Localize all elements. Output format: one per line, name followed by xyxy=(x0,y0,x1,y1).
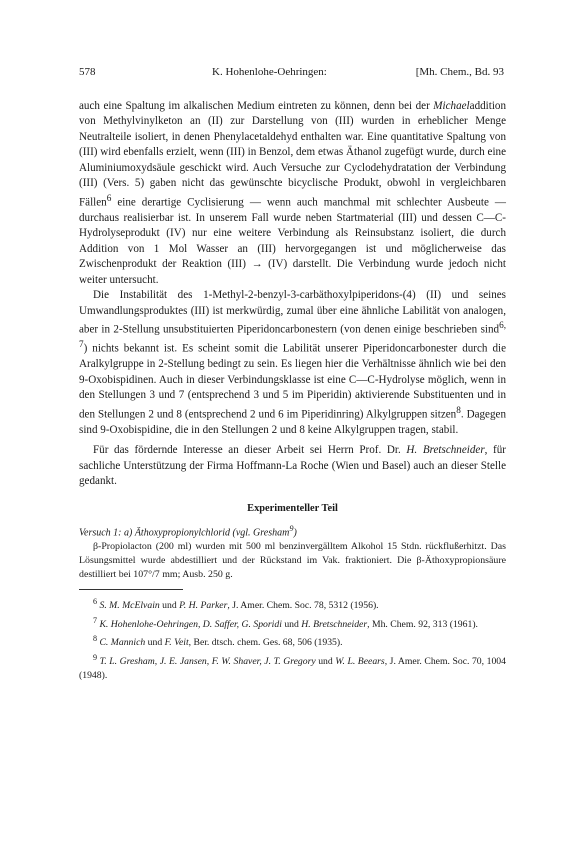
footnote xyxy=(79,632,506,650)
footnote xyxy=(79,614,506,632)
text-run: ) nichts bekannt ist. Es scheint somit die Labilität unserer Piperidoncarbonester durch die Aralkylgruppe in 2-Stellung bedingt zu sein. Es liegen hier die Verhältnisse ähnlich wie bei den 9-Oxobispidinen. Auch in dieser Verbindungsklasse ist eine C—C-Hydrolyse möglich, wenn in den Stellungen 3 und 7 (entsprechend 3 und 5 im Piperidin) aktivierende Substituenten und in den Stellungen 2 und 8 (entsprechend 2 und 6 im Piperidinring) Alkylgruppen sitzen xyxy=(79,342,506,421)
authors: P. H. Parker xyxy=(179,600,228,612)
text-run: Versuch 1: a) Äthoxypropionylchlorid (vgl. Gresham xyxy=(79,526,290,538)
footnote-divider xyxy=(79,589,183,590)
text-run: auch eine Spaltung im alkalischen Medium eintreten zu können, denn bei der xyxy=(79,100,434,112)
running-title: K. Hohenlohe-Oehringen: xyxy=(212,66,327,78)
journal-reference: [Mh. Chem., Bd. 93 xyxy=(415,66,504,78)
footnote-number: 8 xyxy=(93,634,98,644)
text-run: Die Instabilität des 1-Methyl-2-benzyl-3-carbäthoxylpiperidons-(4) (II) und seines Umwandlungsproduktes (III) ist merkwürdig, zumal über eine ähnliche Labilität von analogen, aber in 2-Stellung unsubstituierten Piperidoncarbonestern (von denen einige beschrieben sind xyxy=(79,289,506,336)
section-heading: Experimenteller Teil xyxy=(247,502,338,514)
text-run: , für sachliche Unterstützung der Firma Hoffmann-La Roche (Wien und Basel) auch an dieser Stelle gedankt. xyxy=(79,444,506,488)
footnote-ref: 6 xyxy=(106,193,112,204)
authors: C. Mannich xyxy=(99,637,146,649)
page-number: 578 xyxy=(79,66,96,78)
footnote-number: 9 xyxy=(93,652,98,662)
authors: S. M. McElvain xyxy=(99,600,160,612)
text-run: und xyxy=(159,600,180,612)
authors: K. Hohenlohe-Oehringen, D. Saffer, G. Sporidi xyxy=(99,619,282,631)
citation: , Mh. Chem. 92, 313 (1961). xyxy=(367,619,478,631)
text-run: Für das fördernde Interesse an dieser Arbeit sei Herrn Prof. Dr. xyxy=(93,444,407,457)
authors: T. L. Gresham, J. E. Jansen, F. W. Shaver, J. T. Gregory xyxy=(99,655,316,667)
footnote xyxy=(79,595,506,613)
footnote-number: 7 xyxy=(93,615,98,625)
main-text xyxy=(79,99,506,490)
authors: W. L. Beears xyxy=(335,655,385,667)
footnote-number: 6 xyxy=(93,597,98,607)
text-run: und xyxy=(315,655,336,667)
person-name: Michael xyxy=(433,100,470,112)
authors: H. Bretschneider xyxy=(301,619,368,631)
text-run: ) xyxy=(293,526,297,538)
text-run: addition von Methylvinylketon an (II) zur Darstellung von (III) wurden in erheblicher Menge Neutralteile isoliert, in denen Phenylacetaldehyd enthalten war. Eine quantitative Spaltung von (III) wird ebenfalls erzielt, wenn (III) in Benzol, dem etwas Äthanol zugefügt wurde, durch eine Aluminiumoxydsäule geschickt wird. Auch Versuche zur Cyclodehydratation der Verbindung (III) (Vers. 5) gaben nicht das gewünschte bicyclische Produkt, obwohl in vergleichbaren Fällen xyxy=(79,100,506,209)
experiment-subheading xyxy=(79,521,506,540)
citation: , J. Amer. Chem. Soc. 78, 5312 (1956). xyxy=(227,600,379,612)
page-header xyxy=(79,66,506,80)
footnote xyxy=(79,651,506,684)
paragraph xyxy=(79,99,506,288)
acknowledgement-paragraph xyxy=(79,443,506,489)
footnotes xyxy=(79,595,506,683)
citation: , J. Amer. Chem. Soc. 70, 1004 (1948). xyxy=(79,655,506,682)
text-run: . Dagegen sind 9-Oxobispidine, die in den Stellungen 2 und 8 keine Alkylgruppen tragen, stabil. xyxy=(79,408,506,436)
citation: , Ber. dtsch. chem. Ges. 68, 506 (1935). xyxy=(188,637,343,649)
text-run: eine derartige Cyclisierung — wenn auch manchmal mit schlechter Ausbeute — durchaus realisierbar ist. In unserem Fall wurde neben Startmaterial (III) und dessen C—C-Hydrolyseprodukt (IV) nur eine weitere Verbindung als Reinsubstanz isoliert, die durch Addition von 1 Mol Wasser an (III) hervorgegangen ist und möglicherweise das Zwischenprodukt der Reaktion (III) → (IV) darstellt. Die Verbindung wurde jedoch nicht weiter untersucht. xyxy=(79,196,506,286)
footnote-ref: 8 xyxy=(456,405,461,416)
experimental-paragraph: β-Propiolacton (200 ml) wurden mit 500 ml benzinvergälltem Alkohol 15 Stdn. rückflußerhitzt. Das Lösungsmittel wurde abdestilliert und der Rückstand im Vak. fraktioniert. Die β-Äthoxypropionsäure destilliert bei 107°/7 mm; Ausb. 250 g. xyxy=(79,540,506,580)
footnote-ref: 6, 7 xyxy=(79,321,506,351)
paragraph xyxy=(79,288,506,438)
person-name: H. Bretschneider xyxy=(406,444,485,457)
text-run: und xyxy=(145,637,165,649)
page xyxy=(79,66,506,683)
text-run: und xyxy=(281,619,302,631)
footnote-ref: 9 xyxy=(289,523,294,533)
authors: F. Veit xyxy=(164,637,189,649)
experimental-section xyxy=(79,540,506,581)
